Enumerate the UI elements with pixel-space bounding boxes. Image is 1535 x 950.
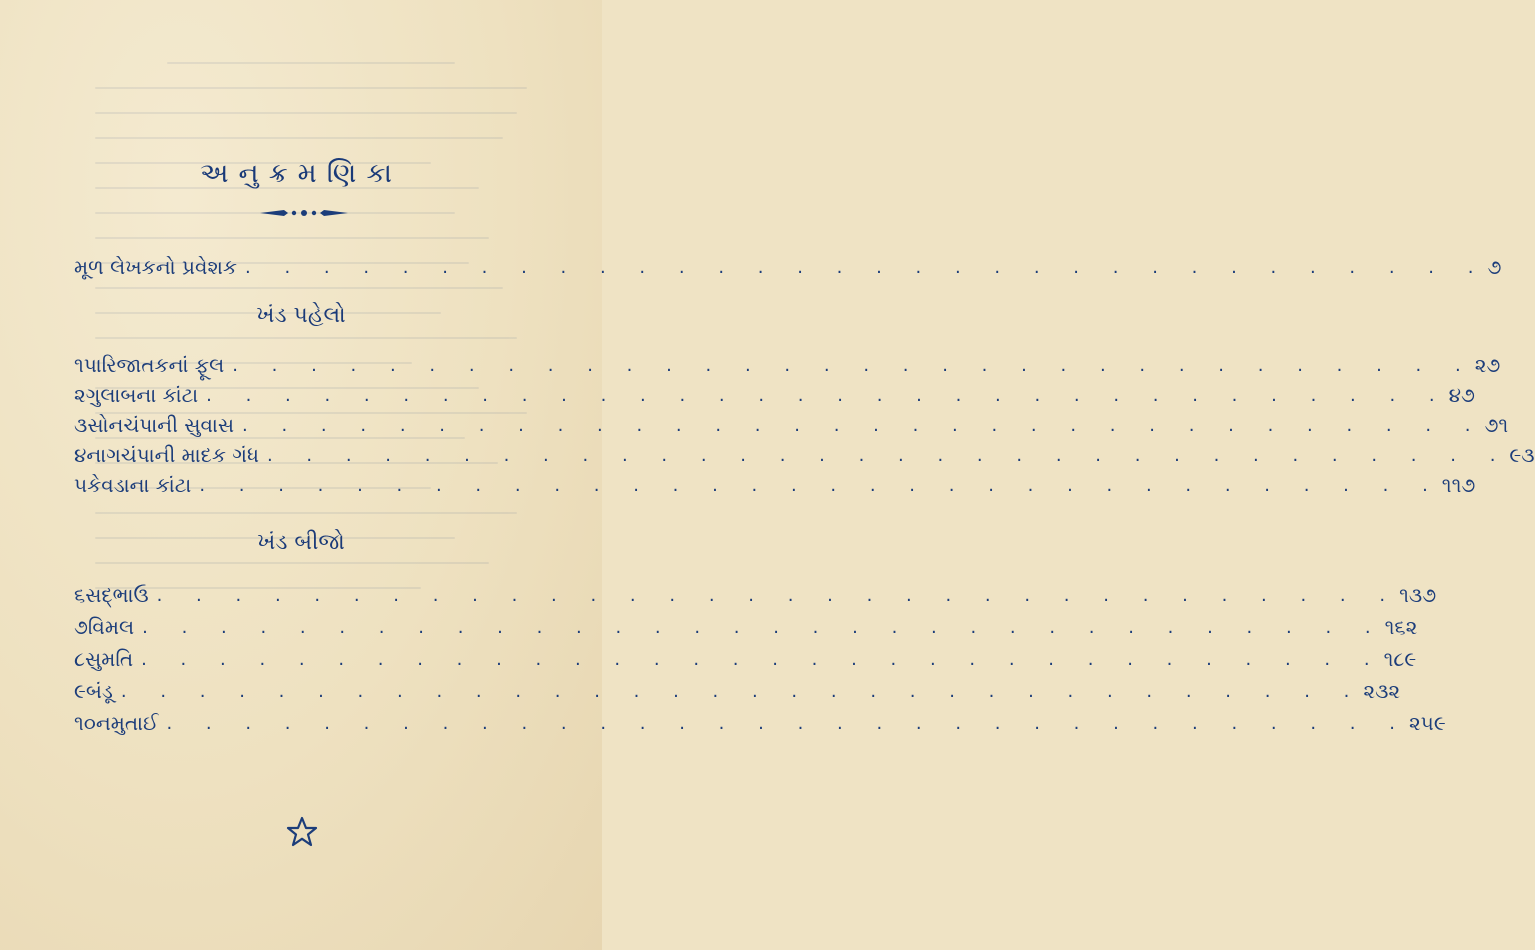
toc-row bbox=[74, 350, 1501, 380]
toc-row bbox=[74, 470, 1476, 500]
toc-row bbox=[74, 580, 1437, 610]
section-heading-2: ખંડ બીજો bbox=[257, 530, 345, 555]
toc-label: નાગચંપાની માદક ગંધ bbox=[86, 443, 259, 467]
toc-number: ૮ bbox=[74, 647, 85, 671]
toc-page: ૧૩૭ bbox=[1399, 583, 1437, 607]
star-icon bbox=[285, 815, 319, 849]
toc-row bbox=[74, 440, 1535, 470]
toc-row-intro bbox=[74, 252, 1502, 282]
leader-dots: . . . . . . . . . . . . . . . . . . . . . . . . . . . . . . . . bbox=[206, 384, 1449, 406]
toc-number: ૫ bbox=[74, 473, 88, 497]
toc-number: ૯ bbox=[74, 679, 86, 703]
toc-number: ૬ bbox=[74, 583, 86, 607]
toc-label: સુમતિ bbox=[85, 647, 134, 671]
toc-page: ૨૩૨ bbox=[1363, 679, 1401, 703]
leader-dots: . . . . . . . . . . . . . . . . . . . . . . . . . . . . . . . . bbox=[166, 712, 1409, 734]
toc-page: ૨૫૯ bbox=[1408, 711, 1446, 735]
toc-number: ૧ bbox=[74, 353, 84, 377]
leader-dots: . . . . . . . . . . . . . . . . . . . . . . . . . . . . . . . . bbox=[199, 474, 1442, 496]
leader-dots: . . . . . . . . . . . . . . . . . . . . . . . . . . . . . . . . bbox=[141, 648, 1384, 670]
toc-number: ૧૦ bbox=[74, 711, 96, 735]
toc-page: ૭ bbox=[1487, 255, 1502, 279]
leader-dots: . . . . . . . . . . . . . . . . . . . . . . . . . . . . . . . . bbox=[232, 354, 1475, 376]
toc-page: ૨૭ bbox=[1474, 353, 1501, 377]
toc-row bbox=[74, 644, 1417, 674]
toc-row bbox=[74, 708, 1446, 738]
toc-row bbox=[74, 676, 1401, 706]
toc-page: ૯૩ bbox=[1509, 443, 1535, 467]
toc-label: નમુતાઈ bbox=[95, 711, 159, 735]
toc-label: બંડૂ bbox=[85, 679, 113, 703]
toc-label: વિમલ bbox=[87, 615, 135, 639]
toc-label: કેવડાના કાંટા bbox=[87, 473, 192, 497]
toc-label: મૂળ લેખકનો પ્રવેશક bbox=[74, 255, 237, 279]
leader-dots: . . . . . . . . . . . . . . . . . . . . . . . . . . . . . . . . bbox=[156, 584, 1400, 606]
toc-page: ૧૬૨ bbox=[1384, 615, 1418, 639]
toc-number: ૭ bbox=[74, 615, 88, 639]
toc-number: ૩ bbox=[74, 413, 88, 437]
toc-row bbox=[74, 410, 1509, 440]
toc-label: ગુલાબના કાંટા bbox=[85, 383, 199, 407]
toc-row bbox=[74, 380, 1475, 410]
leader-dots: . . . . . . . . . . . . . . . . . . . . . . . . . . . . . . . . bbox=[266, 444, 1510, 466]
toc-page: ૧૧૭ bbox=[1441, 473, 1476, 497]
toc-row bbox=[74, 612, 1418, 642]
leader-dots: . . . . . . . . . . . . . . . . . . . . . . . . . . . . . . . . bbox=[142, 616, 1385, 638]
toc-number: ૪ bbox=[74, 443, 87, 467]
page-title: અનુક્રમણિકા bbox=[199, 158, 403, 189]
ornament-divider bbox=[258, 206, 350, 220]
leader-dots: . . . . . . . . . . . . . . . . . . . . . . . . . . . . . . . . bbox=[120, 680, 1364, 702]
leader-dots: . . . . . . . . . . . . . . . . . . . . . . . . . . . . . . . . bbox=[245, 256, 1488, 278]
toc-number: ૨ bbox=[74, 383, 86, 407]
toc-label: પારિજાતકનાં ફૂલ bbox=[83, 353, 225, 377]
section-heading-1: ખંડ પહેલો bbox=[256, 303, 346, 328]
toc-label: સોનચંપાની સુવાસ bbox=[87, 413, 235, 437]
toc-page: ૪૭ bbox=[1448, 383, 1475, 407]
leader-dots: . . . . . . . . . . . . . . . . . . . . . . . . . . . . . . . . bbox=[242, 414, 1485, 436]
toc-page: ૭૧ bbox=[1484, 413, 1509, 437]
toc-label: સદ્ભાઉ bbox=[85, 583, 149, 607]
toc-page: ૧૮૯ bbox=[1383, 647, 1417, 671]
